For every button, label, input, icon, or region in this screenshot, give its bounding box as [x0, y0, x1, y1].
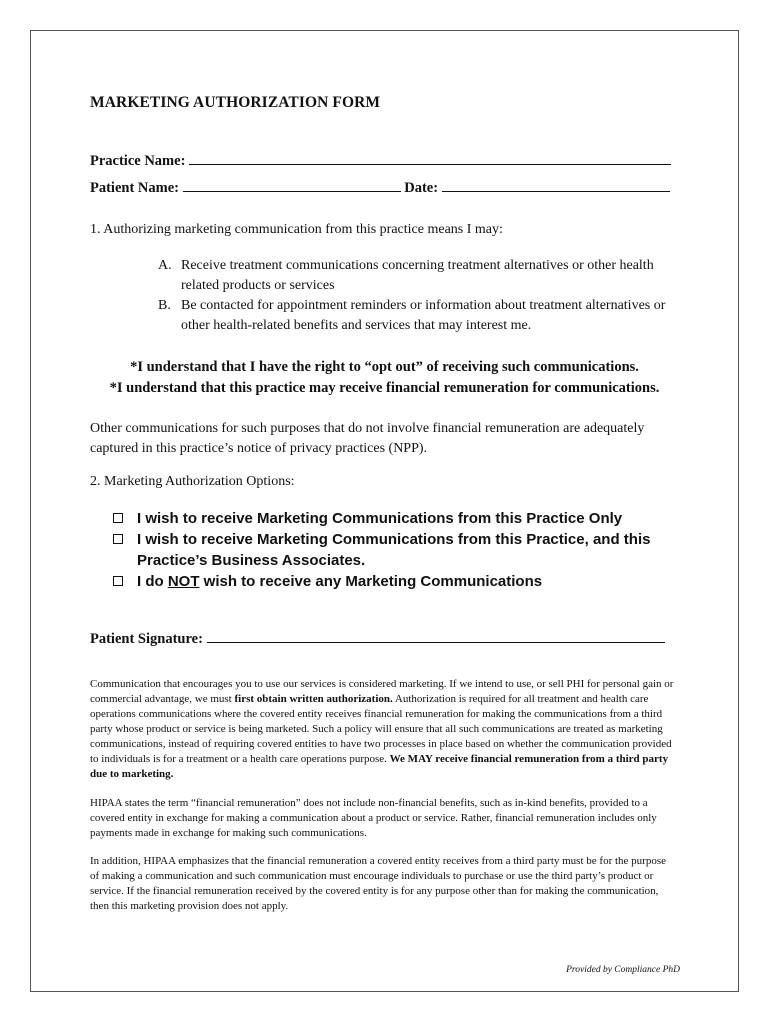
- paragraph-text: Communication that encourages you to use our services is considered marketing. If we intend to use, or sell PHI for personal gain or commercial advantage, we must: [90, 678, 674, 705]
- opt-out-notice: *I understand that I have the right to “opt out” of receiving such communications.: [130, 359, 639, 375]
- date-field[interactable]: [442, 177, 670, 192]
- signature-field[interactable]: [207, 628, 665, 643]
- section1-list: [158, 256, 678, 336]
- form-title: MARKETING AUTHORIZATION FORM: [90, 94, 381, 111]
- option-practice-only[interactable]: [110, 508, 670, 529]
- option-text: wish to receive any Marketing Communications: [199, 573, 543, 590]
- remuneration-notice: *I understand that this practice may receive financial remuneration for communications.: [109, 380, 660, 396]
- list-marker: A.: [158, 258, 172, 273]
- authorization-options: [110, 508, 670, 592]
- practice-name-row: [90, 150, 671, 170]
- option-text: I do: [137, 573, 168, 590]
- paragraph-bold-text: We MAY receive financial remuneration from a third party due to marketing.: [90, 753, 669, 780]
- option-no-marketing[interactable]: [110, 571, 670, 592]
- marketing-definition-paragraph: [90, 677, 675, 782]
- checkbox-practice-and-associates[interactable]: [113, 534, 123, 544]
- signature-label: Patient Signature:: [90, 631, 203, 647]
- practice-name-field[interactable]: [189, 150, 671, 165]
- option-label: I wish to receive Marketing Communications from this Practice Only: [137, 510, 623, 527]
- practice-name-label: Practice Name:: [90, 153, 186, 169]
- checkbox-practice-only[interactable]: [113, 513, 123, 523]
- section2-heading: 2. Marketing Authorization Options:: [90, 474, 295, 489]
- hipaa-emphasis-paragraph: In addition, HIPAA emphasizes that the financial remuneration a covered entity receives from a third party must be for the purpose of making a communication and such communication must encourage individuals to purchase or use the third party’s product or service. If the financial remuneration received by the covered entity is for any purpose other than for making the communication, then this marketing provision does not apply.: [90, 855, 666, 912]
- option-label: [137, 571, 670, 592]
- section1-heading: 1. Authorizing marketing communication from this practice means I may:: [90, 222, 503, 237]
- patient-name-row: [90, 177, 670, 197]
- date-label: Date:: [404, 180, 439, 196]
- patient-name-field[interactable]: [183, 177, 401, 192]
- list-item-text: Receive treatment communications concerning treatment alternatives or other health related products or services: [181, 258, 654, 293]
- hipaa-remuneration-paragraph: HIPAA states the term “financial remuneration” does not include non-financial benefits, such as in-kind benefits, provided to a covered entity in exchange for making a communication about a product or service. Rather, financial remuneration includes only payments made in exchange for making such communications.: [90, 797, 657, 839]
- list-marker: B.: [158, 298, 171, 313]
- not-emphasis: NOT: [167, 573, 200, 590]
- list-item: [158, 296, 678, 336]
- option-label: I wish to receive Marketing Communications from this Practice, and this Practice’s Business Associates.: [137, 531, 651, 569]
- other-communications-paragraph: Other communications for such purposes that do not involve financial remuneration are adequately captured in this practice’s notice of privacy practices (NPP).: [90, 421, 645, 456]
- patient-name-label: Patient Name:: [90, 180, 179, 196]
- paragraph-bold-text: first obtain written authorization.: [234, 693, 393, 705]
- signature-row: [90, 628, 665, 648]
- paragraph-text: Authorization is required for all treatment and health care operations communications where the covered entity receives financial remuneration for making the communications from a third party whose product or service is being marketed. Such a policy will ensure that all such communications are treated as marketing communications, instead of requiring covered entities to have two processes in place based on whether the communication provided to individuals is for a treatment or a health care operations purpose.: [90, 693, 672, 765]
- list-item: [158, 256, 678, 296]
- checkbox-no-marketing[interactable]: [113, 576, 123, 586]
- list-item-text: Be contacted for appointment reminders or information about treatment alternatives or other health-related benefits and services that may interest me.: [181, 298, 666, 333]
- footer-credit: Provided by Compliance PhD: [566, 965, 680, 975]
- option-practice-and-associates[interactable]: [110, 529, 670, 571]
